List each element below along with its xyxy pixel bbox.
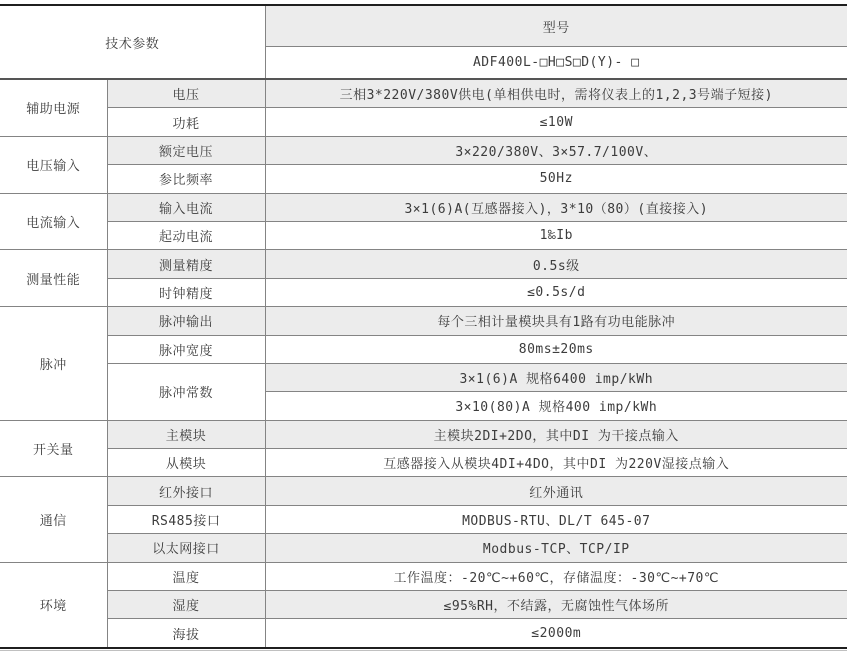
value-cell: ≤95%RH，不结露，无腐蚀性气体场所 [265, 591, 847, 619]
category-cell: 环境 [0, 562, 107, 648]
category-cell: 开关量 [0, 420, 107, 477]
specs-table-header [0, 5, 847, 79]
value-cell: 互感器接入从模块4DI+4DO，其中DI 为220V湿接点输入 [265, 449, 847, 477]
category-cell: 电流输入 [0, 193, 107, 250]
param-cell: 温度 [107, 562, 265, 590]
table-row [0, 108, 847, 136]
value-cell: 主模块2DI+2DO，其中DI 为干接点输入 [265, 420, 847, 448]
value-cell: 0.5s级 [265, 250, 847, 278]
value-cell: ≤2000m [265, 619, 847, 648]
value-cell: 三相3*220V/380V供电(单相供电时，需将仪表上的1,2,3号端子短接) [265, 79, 847, 108]
param-cell: 电压 [107, 79, 265, 108]
value-cell: ≤10W [265, 108, 847, 136]
param-cell: 测量精度 [107, 250, 265, 278]
category-cell: 通信 [0, 477, 107, 562]
value-cell: Modbus-TCP、TCP/IP [265, 534, 847, 562]
param-cell: 脉冲宽度 [107, 335, 265, 363]
table-row [0, 420, 847, 448]
category-cell: 脉冲 [0, 307, 107, 421]
value-cell: 3×1(6)A 规格6400 imp/kWh [265, 363, 847, 391]
table-row [0, 477, 847, 505]
param-cell: 额定电压 [107, 136, 265, 164]
param-cell: 湿度 [107, 591, 265, 619]
table-row [0, 5, 847, 47]
value-cell: 每个三相计量模块具有1路有功电能脉冲 [265, 307, 847, 335]
table-row [0, 449, 847, 477]
specs-table [0, 4, 847, 649]
value-cell: 3×10(80)A 规格400 imp/kWh [265, 392, 847, 420]
table-row [0, 221, 847, 249]
param-cell: 输入电流 [107, 193, 265, 221]
value-cell: 红外通讯 [265, 477, 847, 505]
tech-params-header-cell: 技术参数 [0, 5, 265, 79]
param-cell: 起动电流 [107, 221, 265, 249]
param-cell: RS485接口 [107, 505, 265, 533]
param-cell: 海拔 [107, 619, 265, 648]
param-cell: 红外接口 [107, 477, 265, 505]
param-cell: 主模块 [107, 420, 265, 448]
model-header-cell: 型号 [265, 5, 847, 47]
table-row [0, 79, 847, 108]
table-row [0, 278, 847, 306]
table-row [0, 136, 847, 164]
model-value-cell: ADF400L-□H□S□D(Y)- □ [265, 47, 847, 80]
param-cell: 脉冲输出 [107, 307, 265, 335]
table-row [0, 591, 847, 619]
category-cell: 电压输入 [0, 136, 107, 193]
param-cell: 从模块 [107, 449, 265, 477]
value-cell: MODBUS-RTU、DL/T 645-07 [265, 505, 847, 533]
value-cell: ≤0.5s/d [265, 278, 847, 306]
value-cell: 3×1(6)A(互感器接入)，3*10（80）(直接接入) [265, 193, 847, 221]
table-row [0, 250, 847, 278]
value-cell: 80ms±20ms [265, 335, 847, 363]
value-cell: 工作温度：-20℃~+60℃，存储温度：-30℃~+70℃ [265, 562, 847, 590]
param-cell: 参比频率 [107, 165, 265, 193]
value-cell: 3×220/380V、3×57.7/100V、 [265, 136, 847, 164]
param-cell: 功耗 [107, 108, 265, 136]
table-row [0, 505, 847, 533]
param-cell: 以太网接口 [107, 534, 265, 562]
table-row [0, 307, 847, 335]
param-cell: 时钟精度 [107, 278, 265, 306]
table-row [0, 619, 847, 648]
table-bottom-shadow-line [0, 650, 847, 651]
category-cell: 辅助电源 [0, 79, 107, 136]
table-row [0, 165, 847, 193]
table-row [0, 562, 847, 590]
value-cell: 50Hz [265, 165, 847, 193]
param-cell: 脉冲常数 [107, 363, 265, 420]
category-cell: 测量性能 [0, 250, 107, 307]
table-row [0, 193, 847, 221]
table-row [0, 335, 847, 363]
table-row [0, 534, 847, 562]
specs-table-body [0, 79, 847, 648]
value-cell: 1‰Ib [265, 221, 847, 249]
table-row [0, 363, 847, 391]
